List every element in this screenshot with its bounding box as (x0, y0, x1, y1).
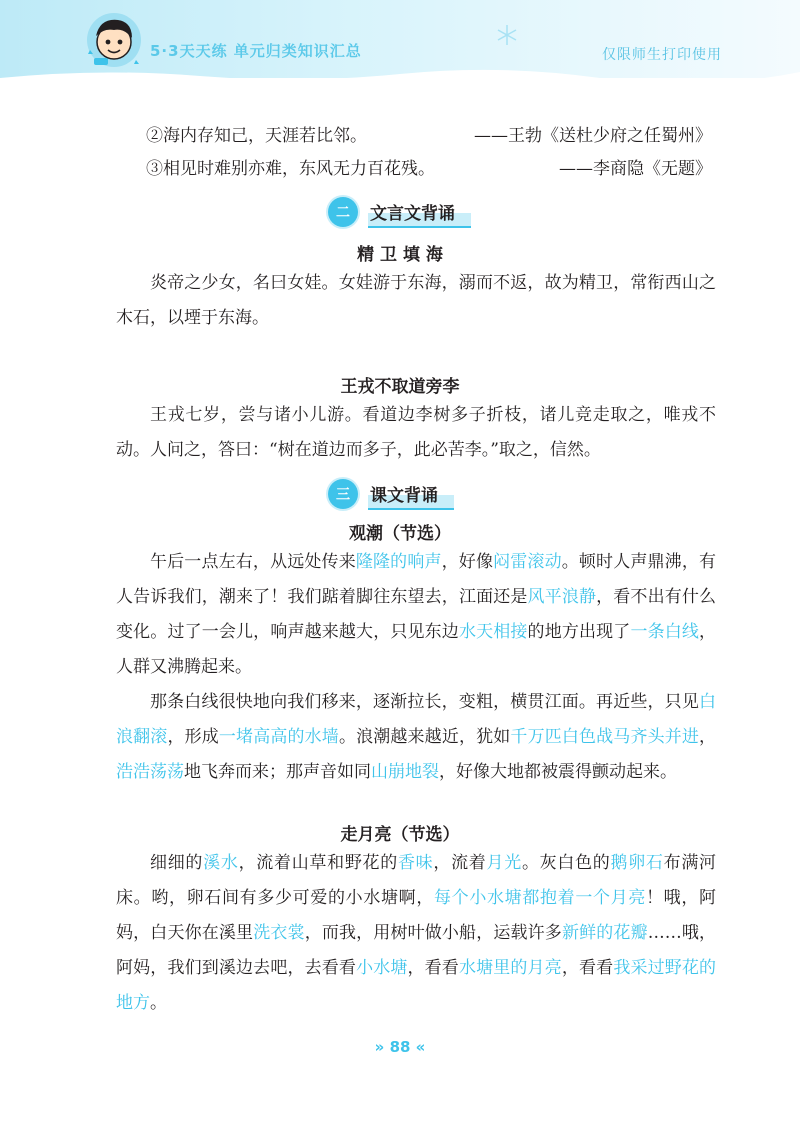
highlight-run: 新鲜的花瓣 (561, 923, 648, 943)
highlight-run: 香味 (397, 853, 434, 873)
highlight-run: 白浪翻滚 (116, 692, 716, 747)
section-3-number: 三 (328, 479, 358, 509)
highlight-run: 一条白线 (630, 622, 700, 642)
poem-source-3: ——李商隐《无题》 (559, 159, 712, 179)
text-run: ，流着山草和野花的 (238, 853, 398, 873)
text-run: 。顿时人声鼎沸，有人告诉我们，潮来了！我们踮着脚往东望去，江面还是 (116, 552, 716, 607)
text-run: 地飞奔而来；那声音如同 (184, 762, 371, 782)
text-run: ，看看 (407, 958, 459, 978)
poem-source-2: ——王勃《送杜少府之任蜀州》 (474, 126, 712, 146)
text-run: 布满河床。哟，卵石间有多少可爱的小水塘啊， (116, 853, 717, 908)
text-run: ，而我，用树叶做小船，运载许多 (304, 923, 562, 943)
text-run: ，形成 (167, 727, 219, 747)
article-paragraph: 王戎七岁，尝与诸小儿游。看道边李树多子折枝，诸儿竞走取之，唯戎不动。人问之，答曰：“树在道边而多子，此必苦李。”取之，信然。 (116, 405, 716, 460)
highlight-run: 月光 (486, 853, 522, 873)
chevron-right-icon: » (374, 1038, 385, 1056)
header-title: 5·3天天练 单元归类知识汇总 (150, 42, 362, 60)
section-2-number: 二 (328, 197, 358, 227)
highlight-run: 每个小水塘都抱着一个月亮 (434, 888, 646, 908)
text-run: 细细的 (150, 853, 204, 873)
highlight-run: 闷雷滚动 (493, 552, 562, 572)
poem-line-3: ③相见时难别亦难，东风无力百花残。 (146, 159, 435, 179)
paragraph-guanchao-2 (116, 685, 716, 790)
highlight-run: 风平浪静 (527, 587, 597, 607)
page-number-value: 88 (389, 1038, 411, 1056)
text-run: ，看看 (561, 958, 614, 978)
text-run: ……哦，阿妈，我们到溪边去吧，去看看 (116, 923, 717, 978)
paragraph-zouyueliang-1 (116, 846, 716, 1021)
highlight-run: 水天相接 (458, 622, 528, 642)
highlight-run: 溪水 (203, 853, 239, 873)
text-title-zouyueliang: 走月亮（节选） (340, 825, 460, 845)
highlight-run: 水塘里的月亮 (458, 958, 562, 978)
text-run: 。灰白色的 (521, 853, 611, 873)
text-run: 的地方出现了 (527, 622, 631, 642)
mascot-boy-icon (84, 10, 144, 70)
text-run: 。 (150, 993, 167, 1013)
text-run: ，看不出有什么变化。过了一会儿，响声越来越大，只见东边 (116, 587, 717, 642)
highlight-run: 千万匹白色战马齐头并进 (510, 727, 700, 747)
article-paragraph: 炎帝之少女，名曰女娃。女娃游于东海，溺而不返，故为精卫，常衔西山之木石，以堙于东海。 (116, 273, 716, 328)
article-title-wangrong: 王戎不取道旁李 (340, 377, 460, 397)
text-body-zouyueliang (116, 846, 716, 1021)
chevron-left-icon: « (415, 1038, 426, 1056)
article-title-jingwei: 精 卫 填 海 (357, 245, 443, 265)
page-header (0, 0, 800, 78)
section-2-heading (328, 197, 471, 227)
highlight-run: 洗衣裳 (253, 923, 305, 943)
highlight-run: 山崩地裂 (371, 762, 439, 782)
section-3-label: 课文背诵 (368, 479, 454, 510)
text-run: ，好像 (441, 552, 494, 572)
text-run: ，流着 (433, 853, 487, 873)
poem-line-2: ②海内存知己，天涯若比邻。 (146, 126, 367, 146)
section-3-heading (328, 479, 454, 509)
highlight-run: 我采过野花的地方 (116, 958, 717, 1013)
highlight-run: 鹅卵石 (610, 853, 664, 873)
text-run: ， (699, 727, 717, 747)
snowflake-icon (496, 24, 518, 46)
text-run: ，好像大地都被震得颤动起来。 (439, 762, 677, 782)
text-run: 。浪潮越来越近，犹如 (338, 727, 511, 747)
text-title-guanchao: 观潮（节选） (349, 524, 451, 544)
text-run: ！哦，阿妈，白天你在溪里 (116, 888, 717, 943)
usage-note: 仅限师生打印使用 (602, 47, 722, 63)
text-run: ，人群又沸腾起来。 (116, 622, 717, 677)
highlight-run: 浩浩荡荡 (116, 762, 184, 782)
page-number (0, 1038, 800, 1056)
paragraph-guanchao-1 (116, 545, 716, 685)
text-body-guanchao (116, 545, 716, 790)
highlight-run: 一堵高高的水墙 (218, 727, 339, 747)
text-run: 那条白线很快地向我们移来，逐渐拉长，变粗，横贯江面。再近些，只见 (150, 692, 699, 712)
highlight-run: 隆隆的响声 (355, 552, 442, 572)
text-run: 午后一点左右，从远处传来 (150, 552, 356, 572)
article-text-wangrong (116, 398, 716, 468)
article-text-jingwei (116, 266, 716, 336)
highlight-run: 小水塘 (356, 958, 408, 978)
section-2-label: 文言文背诵 (368, 197, 471, 228)
